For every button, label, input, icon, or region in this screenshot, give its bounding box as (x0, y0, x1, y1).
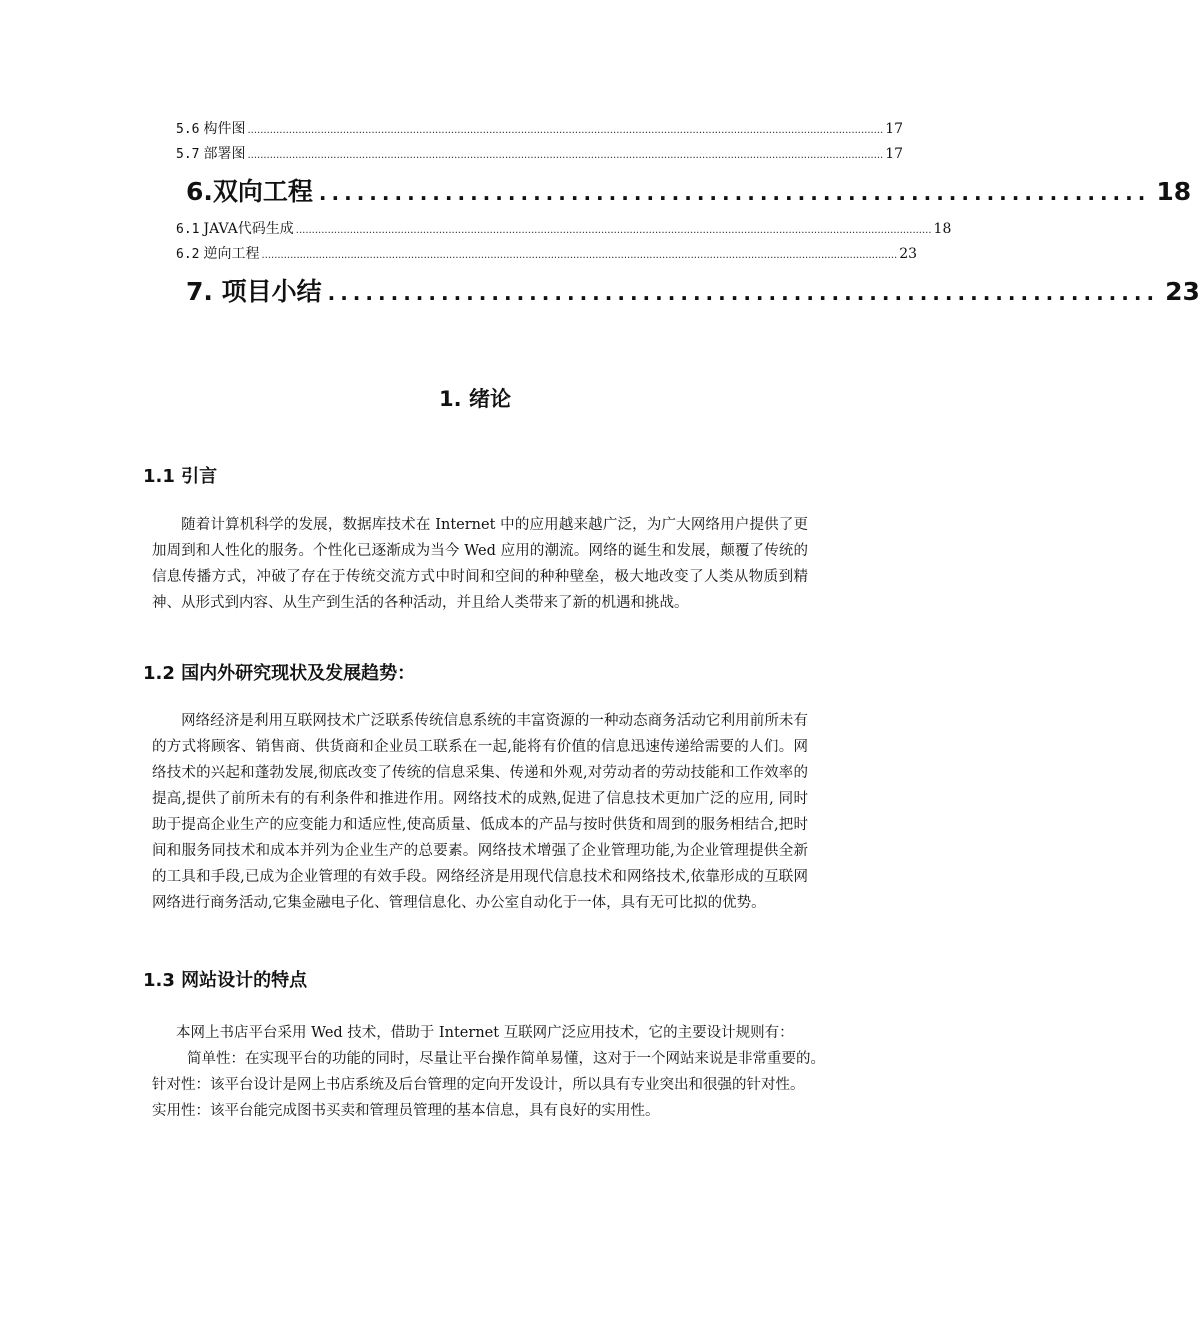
toc-entry-6-1[interactable] (176, 218, 952, 238)
section-1-3-line: 本网上书店平台采用 Wed 技术，借助于 Internet 互联网广泛应用技术，它的主要设计规则有： (176, 1025, 794, 1041)
toc-leader: ........................................................................................................................................................................................................ (261, 250, 898, 261)
toc-leader: ........................................................................................................................................................................................................ (247, 150, 884, 161)
paragraph-text: 网络经济是利用互联网技术广泛联系传统信息系统的丰富资源的一种动态商务活动它利用前所未有的方式将顾客、销售商、供货商和企业员工联系在一起,能将有价值的信息迅速传递给需要的人们。网络技术的兴起和蓬勃发展,彻底改变了传统的信息采集、传递和外观,对劳动者的劳动技能和工作效率的提高,提供了前所未有的有利条件和推进作用。网络技术的成熟,促进了信息技术更加广泛的应用, 同时助于提高企业生产的应变能力和适应性,使高质量、低成本的产品与按时供货和周到的服务相结合,把时间和服务同技术和成本并列为企业生产的总要素。网络技术增强了企业管理功能,为企业管理提供全新的工具和手段,已成为企业管理的有效手段。网络经济是用现代信息技术和网络技术,依靠形成的互联网网络进行商务活动,它集金融电子化、管理信息化、办公室自动化于一体，具有无可比拟的优势。 (152, 713, 808, 911)
toc-entry-5-7[interactable] (176, 143, 904, 163)
toc-title: 7. 项目小结 (186, 277, 322, 306)
toc-number: 5.6 (176, 122, 200, 137)
toc-leader: ........................................................................................................................................................................................................ (295, 225, 932, 236)
toc-entry-6-2[interactable] (176, 243, 918, 263)
section-1-2-paragraph (152, 708, 808, 916)
toc-title: 构件图 (203, 121, 246, 137)
section-1-1-paragraph (152, 512, 808, 616)
toc-title: JAVA代码生成 (203, 221, 294, 237)
toc-number: 6.1 (176, 222, 200, 237)
toc-page-number: 23 (899, 246, 918, 262)
paragraph-text: 随着计算机科学的发展，数据库技术在 Internet 中的应用越来越广泛，为广大网络用户提供了更加周到和人性化的服务。个性化已逐渐成为当今 Wed 应用的潮流。网络的诞生和发展，颠覆了传统的信息传播方式，冲破了存在于传统交流方式中时间和空间的种种壁垒，极大地改变了人类从物质到精神、从形式到内容、从生产到生活的各种活动，并且给人类带来了新的机遇和挑战。 (152, 517, 808, 611)
toc-leader: ........................................................................................................................................................................................................ (247, 125, 884, 136)
toc-title: 6.双向工程 (186, 177, 313, 206)
toc-entry-5-6[interactable] (176, 118, 904, 138)
toc-entry-7[interactable] (186, 272, 1200, 308)
section-1-3-line: 简单性：在实现平台的功能的同时，尽量让平台操作简单易懂，这对于一个网站来说是非常重要的。 (187, 1051, 825, 1067)
toc-leader: .................................................................. (327, 281, 1160, 305)
section-title-1-2: 1.2 国内外研究现状及发展趋势： (143, 663, 416, 684)
toc-title: 部署图 (203, 146, 246, 162)
toc-page-number: 18 (933, 221, 952, 237)
section-title-1-3: 1.3 网站设计的特点 (143, 970, 308, 991)
section-1-3-line: 实用性：该平台能完成图书买卖和管理员管理的基本信息，具有良好的实用性。 (152, 1103, 660, 1119)
toc-number: 5.7 (176, 147, 200, 162)
chapter-title: 1. 绪论 (439, 387, 511, 411)
toc-page-number: 23 (1165, 277, 1200, 306)
toc-leader: .................................................................. (318, 181, 1151, 205)
toc-entry-6[interactable] (186, 172, 1192, 208)
toc-number: 6.2 (176, 247, 200, 262)
toc-title: 逆向工程 (203, 246, 260, 262)
toc-page-number: 17 (885, 146, 904, 162)
toc-page-number: 18 (1156, 177, 1192, 206)
section-1-3-line: 针对性：该平台设计是网上书店系统及后台管理的定向开发设计，所以具有专业突出和很强的针对性。 (152, 1077, 805, 1093)
section-title-1-1: 1.1 引言 (143, 466, 218, 487)
toc-page-number: 17 (885, 121, 904, 137)
